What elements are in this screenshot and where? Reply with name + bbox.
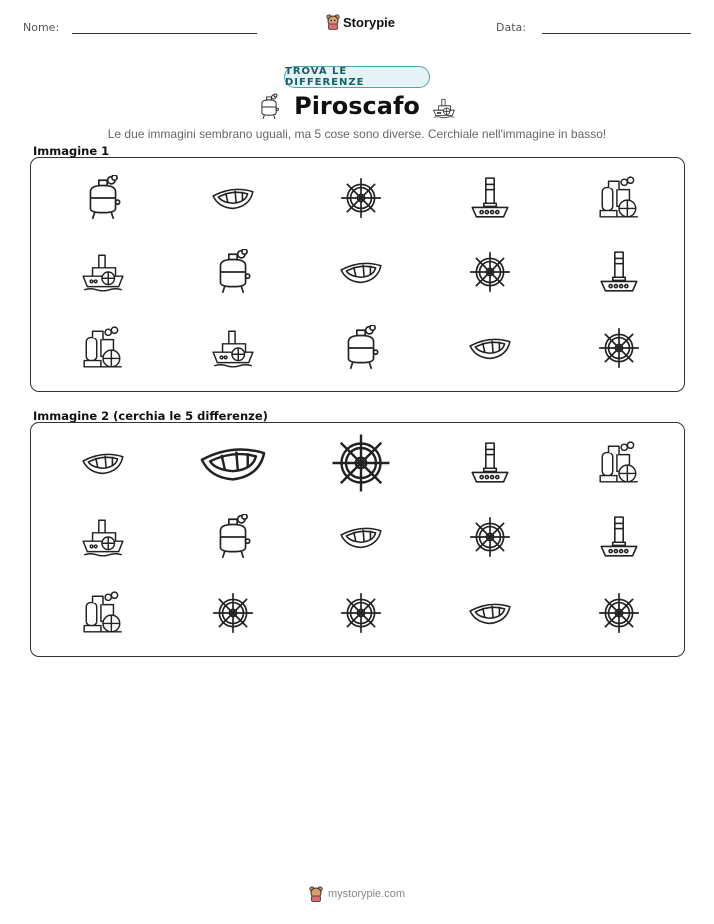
bear-icon — [326, 14, 340, 30]
rowboat-icon[interactable] — [321, 507, 401, 567]
funnel-boat-icon — [579, 242, 659, 302]
panel-1 — [30, 157, 685, 392]
boiler-icon[interactable] — [193, 507, 273, 567]
engine-icon — [579, 168, 659, 228]
paddle-steamer-icon — [193, 318, 273, 378]
rowboat-icon[interactable] — [63, 433, 143, 493]
panel-2-label: Immagine 2 (cerchia le 5 differenze) — [33, 409, 268, 423]
name-field[interactable] — [72, 33, 257, 34]
bear-icon — [309, 886, 323, 902]
panel-2[interactable] — [30, 422, 685, 657]
funnel-boat-icon — [450, 168, 530, 228]
engine-icon[interactable] — [63, 583, 143, 643]
rowboat-icon — [321, 242, 401, 302]
rowboat-icon — [450, 318, 530, 378]
engine-icon — [63, 318, 143, 378]
ship-wheel-icon[interactable] — [579, 583, 659, 643]
paddle-steamer-icon — [63, 242, 143, 302]
panel-1-label: Immagine 1 — [33, 144, 110, 158]
ship-wheel-icon[interactable] — [321, 583, 401, 643]
boiler-icon — [321, 318, 401, 378]
engine-icon[interactable] — [579, 433, 659, 493]
worksheet-tag: TROVA LE DIFFERENZE — [284, 66, 430, 88]
footer-site: mystorypie.com — [327, 888, 406, 900]
name-label: Nome: — [23, 21, 60, 34]
title-paddle-steamer-icon — [428, 96, 460, 125]
footer — [0, 886, 714, 902]
instructions: Le due immagini sembrano uguali, ma 5 cose sono diverse. Cerchiale nell'immagine in basso! — [107, 127, 607, 141]
paddle-steamer-icon[interactable] — [63, 507, 143, 567]
ship-wheel-icon[interactable] — [193, 583, 273, 643]
brand-name: Storypie — [343, 14, 396, 30]
page-title: Piroscafo — [294, 92, 420, 120]
brand-logo — [326, 14, 395, 30]
ship-wheel-icon — [579, 318, 659, 378]
boiler-icon — [193, 242, 273, 302]
funnel-boat-icon[interactable] — [579, 507, 659, 567]
ship-wheel-icon[interactable] — [450, 507, 530, 567]
rowboat-icon[interactable] — [450, 583, 530, 643]
date-label: Data: — [496, 21, 526, 34]
funnel-boat-icon[interactable] — [450, 433, 530, 493]
ship-wheel-icon — [321, 168, 401, 228]
rowboat-icon[interactable] — [193, 433, 273, 493]
rowboat-icon — [193, 168, 273, 228]
date-field[interactable] — [542, 33, 691, 34]
ship-wheel-icon — [450, 242, 530, 302]
boiler-icon — [63, 168, 143, 228]
ship-wheel-icon[interactable] — [321, 433, 401, 493]
